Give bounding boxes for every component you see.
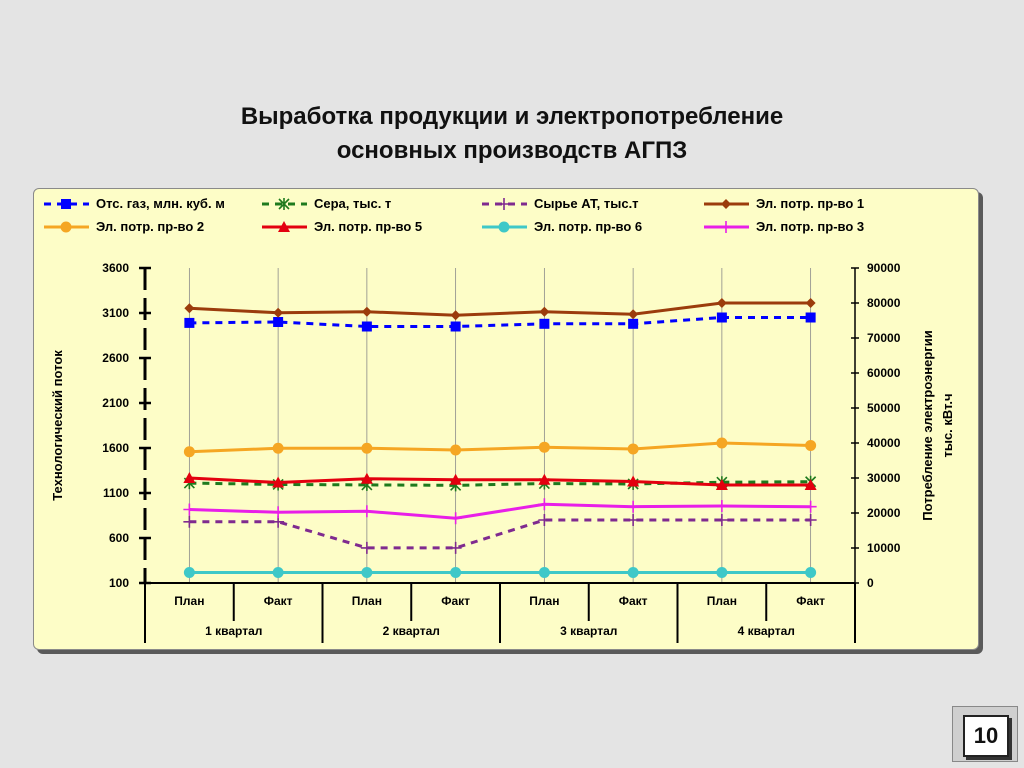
legend-item-3 bbox=[482, 196, 639, 211]
series-5-point bbox=[273, 443, 284, 454]
x-tick-label: Факт bbox=[263, 594, 293, 608]
series-1-point bbox=[273, 317, 283, 327]
title-line-2: основных производств АГПЗ bbox=[336, 137, 688, 164]
series-3-point bbox=[361, 542, 373, 554]
series-7-point bbox=[450, 567, 461, 578]
legend-marker bbox=[721, 199, 731, 209]
series-7-point bbox=[539, 567, 550, 578]
series-1-point bbox=[184, 318, 194, 328]
series-5-point bbox=[716, 438, 727, 449]
x-tick-label: Факт bbox=[441, 594, 471, 608]
chart-panel bbox=[33, 188, 979, 650]
legend-label: Эл. потр. пр-во 5 bbox=[314, 219, 423, 234]
page-number-badge bbox=[952, 706, 1018, 762]
x-group-label: 1 квартал bbox=[205, 624, 263, 638]
left-axis-tick-label: 1100 bbox=[102, 486, 129, 500]
right-axis-tick-label: 90000 bbox=[867, 261, 901, 275]
series-7-point bbox=[184, 567, 195, 578]
legend-label: Отс. газ, млн. куб. м bbox=[96, 196, 225, 211]
right-axis-title bbox=[920, 330, 955, 520]
series-8-point bbox=[538, 498, 550, 510]
x-tick-label: Факт bbox=[618, 594, 648, 608]
legend-label: Эл. потр. пр-во 2 bbox=[96, 219, 205, 234]
legend-item-2 bbox=[262, 196, 391, 211]
right-axis-tick-label: 40000 bbox=[867, 436, 901, 450]
legend-marker bbox=[499, 222, 510, 233]
legend-item-8 bbox=[704, 219, 864, 234]
right-axis-title-line-1: Потребление электроэнергии bbox=[920, 330, 935, 521]
series-4-point bbox=[539, 307, 549, 317]
series-5-point bbox=[805, 440, 816, 451]
legend-label: Эл. потр. пр-во 6 bbox=[534, 219, 643, 234]
legend-marker bbox=[720, 221, 732, 233]
series-3-point bbox=[805, 514, 817, 526]
x-tick-label: План bbox=[529, 594, 560, 608]
series-4-point bbox=[362, 307, 372, 317]
legend-item-5 bbox=[44, 219, 204, 234]
series-1-point bbox=[717, 313, 727, 323]
series-3-point bbox=[716, 514, 728, 526]
right-axis-tick-label: 50000 bbox=[867, 401, 901, 415]
page-title bbox=[0, 100, 1024, 168]
series-line-3 bbox=[189, 520, 810, 548]
series-3-point bbox=[627, 514, 639, 526]
right-axis-tick-label: 70000 bbox=[867, 331, 901, 345]
series-4-point bbox=[717, 298, 727, 308]
left-axis-tick-label: 2600 bbox=[102, 351, 129, 365]
series-1-point bbox=[451, 322, 461, 332]
left-axis-tick-label: 100 bbox=[108, 576, 129, 590]
legend-marker bbox=[498, 198, 510, 210]
left-axis-tick-label: 3600 bbox=[102, 261, 129, 275]
legend-marker bbox=[61, 222, 72, 233]
series-4-point bbox=[451, 310, 461, 320]
series-8-point bbox=[361, 505, 373, 517]
series-7-point bbox=[273, 567, 284, 578]
series-8-point bbox=[627, 501, 639, 513]
series-4-point bbox=[273, 308, 283, 318]
series-8-point bbox=[805, 501, 817, 513]
series-7-point bbox=[361, 567, 372, 578]
left-axis-tick-label: 3100 bbox=[102, 306, 129, 320]
series-5-point bbox=[539, 442, 550, 453]
series-3-point bbox=[538, 514, 550, 526]
series-8-point bbox=[272, 506, 284, 518]
x-group-label: 2 квартал bbox=[382, 624, 440, 638]
left-axis-tick-label: 2100 bbox=[102, 396, 129, 410]
series-1-point bbox=[362, 322, 372, 332]
right-axis-tick-label: 30000 bbox=[867, 471, 901, 485]
x-tick-label: Факт bbox=[796, 594, 826, 608]
legend-label: Эл. потр. пр-во 1 bbox=[756, 196, 865, 211]
series-5-point bbox=[184, 446, 195, 457]
legend-item-7 bbox=[482, 219, 642, 234]
series-7-point bbox=[805, 567, 816, 578]
series-7-point bbox=[628, 567, 639, 578]
legend-label: Сырье АТ, тыс.т bbox=[534, 196, 639, 211]
series-8-point bbox=[183, 504, 195, 516]
right-axis-tick-label: 20000 bbox=[867, 506, 901, 520]
right-axis-title-line-2: тыс. кВт.ч bbox=[940, 393, 955, 458]
series-5-point bbox=[628, 443, 639, 454]
page-number: 10 bbox=[963, 715, 1009, 757]
series-4-point bbox=[806, 298, 816, 308]
legend-label: Сера, тыс. т bbox=[314, 196, 392, 211]
series-5-point bbox=[450, 445, 461, 456]
right-axis-tick-label: 10000 bbox=[867, 541, 901, 555]
left-axis-tick-label: 1600 bbox=[102, 441, 129, 455]
left-axis-title: Технологический поток bbox=[50, 350, 65, 501]
x-tick-label: План bbox=[174, 594, 205, 608]
legend-label: Эл. потр. пр-во 3 bbox=[756, 219, 865, 234]
legend-item-6 bbox=[262, 219, 422, 234]
x-group-label: 3 квартал bbox=[560, 624, 618, 638]
series-1-point bbox=[539, 319, 549, 329]
series-3-point bbox=[183, 516, 195, 528]
series-4-point bbox=[184, 303, 194, 313]
x-tick-label: План bbox=[706, 594, 737, 608]
series-1-point bbox=[806, 313, 816, 323]
left-axis-tick-label: 600 bbox=[108, 531, 129, 545]
legend-marker bbox=[61, 199, 71, 209]
legend-item-4 bbox=[704, 196, 864, 211]
right-axis-tick-label: 60000 bbox=[867, 366, 901, 380]
x-tick-label: План bbox=[351, 594, 382, 608]
x-group-label: 4 квартал bbox=[737, 624, 795, 638]
series-8-point bbox=[716, 500, 728, 512]
series-1-point bbox=[628, 319, 638, 329]
series-3-point bbox=[450, 542, 462, 554]
legend-item-1 bbox=[44, 196, 225, 211]
series-5-point bbox=[361, 443, 372, 454]
series-4-point bbox=[628, 309, 638, 319]
title-line-1: Выработка продукции и электропотребление bbox=[240, 103, 784, 130]
right-axis-tick-label: 0 bbox=[867, 576, 874, 590]
series-7-point bbox=[716, 567, 727, 578]
series-8-point bbox=[450, 512, 462, 524]
chart-svg bbox=[34, 189, 978, 649]
right-axis-tick-label: 80000 bbox=[867, 296, 901, 310]
